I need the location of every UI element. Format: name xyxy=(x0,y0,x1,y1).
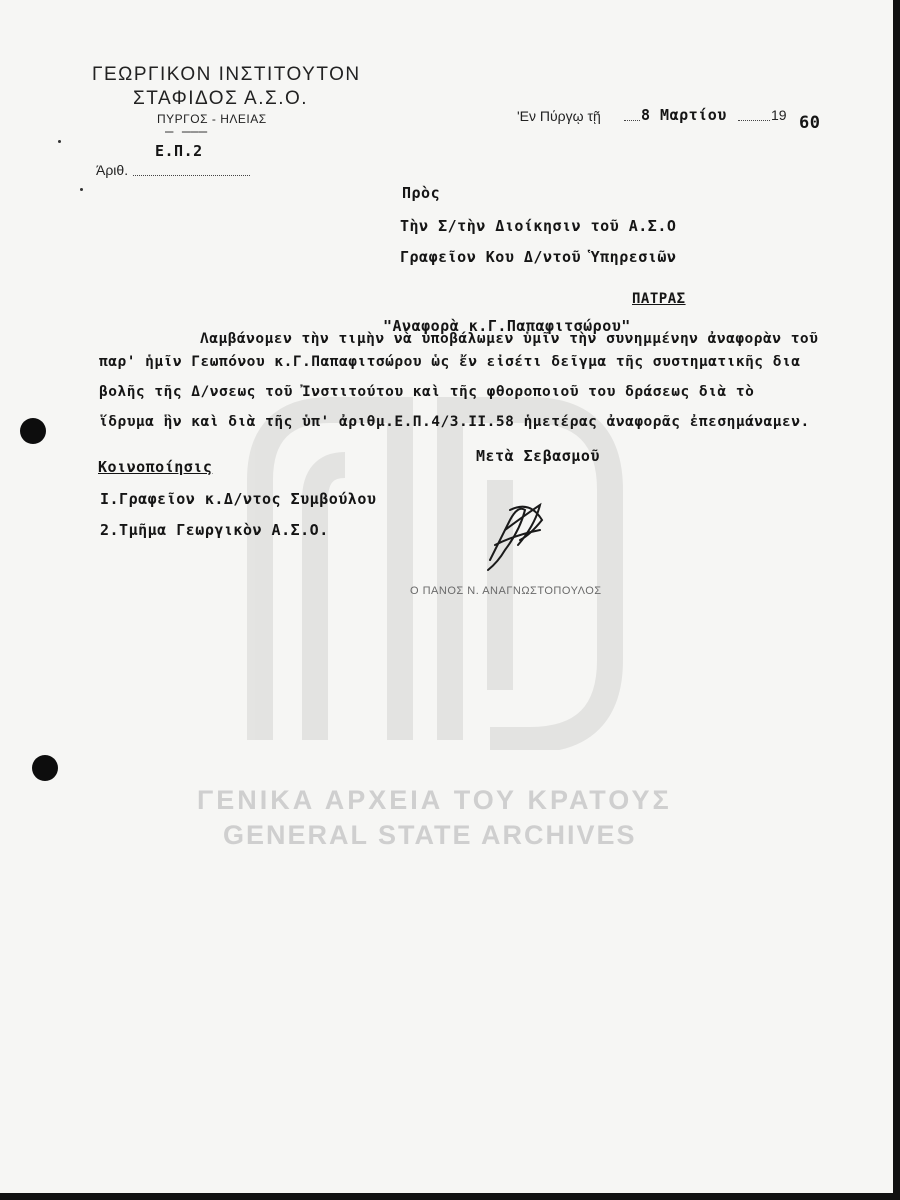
dateline-dots xyxy=(624,120,640,121)
handwritten-signature xyxy=(470,490,570,580)
body-line-4: ἵδρυμα ἣν καὶ διὰ τῆς ὑπ' ἀριθμ.Ε.Π.4/3.ΙΙ.58 ἡμετέρας ἀναφορᾶς ἐπεσημάναμεν. xyxy=(99,414,810,430)
reference-number-label: Άριθ. xyxy=(96,162,129,178)
punch-hole-bottom xyxy=(32,755,58,781)
reference-number-line xyxy=(133,175,250,176)
cc-title: Κοινοποίησις xyxy=(98,458,213,476)
paper-speck xyxy=(58,140,61,143)
reference-number: Ε.Π.2 xyxy=(155,142,203,160)
watermark-line-greek: ΓΕΝΙΚΑ ΑΡΧΕΙΑ ΤΟΥ ΚΡΑΤΟΥΣ xyxy=(197,785,672,815)
body-line-2: παρ' ἡμῖν Γεωπόνου κ.Γ.Παπαφιτσώρου ὡς ἔν εἰσέτι δεῖγμα τῆς συστηματικῆς δια xyxy=(99,354,801,370)
dateline-dots-2 xyxy=(738,120,770,121)
letterhead-institute-name: ΓΕΩΡΓΙΚΟΝ ΙΝΣΤΙΤΟΥΤΟΝ xyxy=(92,64,361,85)
paper-speck xyxy=(80,188,83,191)
signatory-stamp: Ο ΠΑΝΟΣ Ν. ΑΝΑΓΝΩΣΤΟΠΟΥΛΟΣ xyxy=(410,585,602,597)
letterhead-institute-subname: ΣΤΑΦΙΔΟΣ Α.Σ.Ο. xyxy=(133,88,309,109)
subject-line: "Αναφορὰ κ.Γ.Παπαφιτσώρου" xyxy=(383,317,631,335)
closing-salutation: Μετὰ Σεβασμοῦ xyxy=(476,447,600,465)
recipient-label: Πρὸς xyxy=(402,184,441,202)
recipient-line-1: Τὴν Σ/τὴν Διοίκησιν τοῦ Α.Σ.Ο xyxy=(400,217,677,235)
cc-item-1: Ι.Γραφεῖον κ.Δ/ντος Συμβούλου xyxy=(100,490,377,508)
dateline-date: 8 Μαρτίου xyxy=(641,106,727,124)
archives-logo-watermark xyxy=(220,390,640,750)
body-line-3: βολῆς τῆς Δ/νσεως τοῦ Ἰνστιτούτου καὶ τῆς φθοροποιοῦ του δράσεως διὰ τὸ xyxy=(99,384,755,400)
letterhead-divider: — ——— xyxy=(165,124,208,140)
recipient-line-2: Γραφεῖον Κου Δ/ντοῦ Ὑπηρεσιῶν xyxy=(400,248,677,266)
body-line-1: Λαμβάνομεν τὴν τιμὴν νὰ ὑποβάλωμεν ὑμῖν τὴν συνημμένην ἀναφορὰν τοῦ xyxy=(200,331,819,347)
letterhead-location: ΠΥΡΓΟΣ - ΗΛΕΙΑΣ xyxy=(157,112,267,126)
recipient-city: ΠΑΤΡΑΣ xyxy=(632,291,686,307)
dateline-year-prefix: 19 xyxy=(771,107,787,123)
dateline-year: 60 xyxy=(799,113,821,133)
watermark-line-english: GENERAL STATE ARCHIVES xyxy=(223,820,637,850)
punch-hole-top xyxy=(20,418,46,444)
dateline-place: 'Εν Πύργῳ τῇ xyxy=(517,108,601,124)
cc-item-2: 2.Τμῆμα Γεωργικὸν Α.Σ.Ο. xyxy=(100,521,329,539)
